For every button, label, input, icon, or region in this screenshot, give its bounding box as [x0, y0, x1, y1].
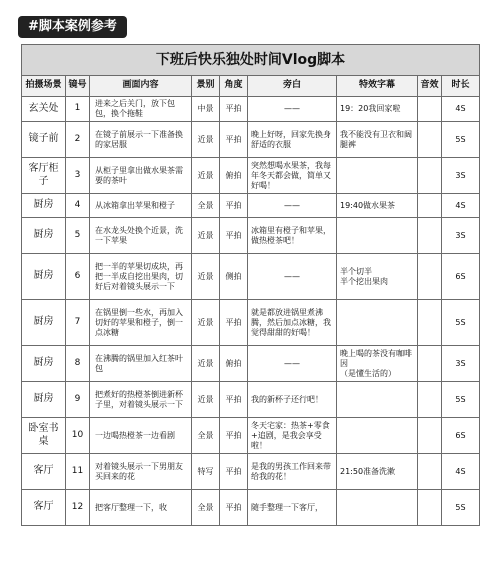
- table-row: [22, 158, 480, 194]
- cell-sound: [418, 382, 442, 418]
- cell-shot-size: 全景: [192, 418, 220, 454]
- table-title: 下班后快乐独处时间Vlog脚本: [21, 44, 480, 75]
- cell-effects: 半个切半 半个挖出果肉: [337, 254, 418, 300]
- header-scene: 拍摄场景: [22, 76, 66, 97]
- cell-effects: [337, 218, 418, 254]
- cell-voiceover: 随手整理一下客厅，: [248, 490, 337, 526]
- vlog-script-table: [21, 44, 480, 526]
- cell-angle: 侧拍: [220, 254, 248, 300]
- cell-number: 9: [66, 382, 90, 418]
- cell-effects: [337, 382, 418, 418]
- header-voiceover: 旁白: [248, 76, 337, 97]
- cell-duration: 3S: [442, 346, 480, 382]
- cell-duration: 6S: [442, 254, 480, 300]
- cell-sound: [418, 490, 442, 526]
- cell-content: 在水龙头处换个近景，洗一下苹果: [90, 218, 192, 254]
- table-row: [22, 218, 480, 254]
- cell-number: 3: [66, 158, 90, 194]
- header-shot-number: 镜号: [66, 76, 90, 97]
- cell-angle: 平拍: [220, 97, 248, 122]
- cell-effects: 晚上喝的茶没有咖啡因 （是懂生活的）: [337, 346, 418, 382]
- cell-sound: [418, 418, 442, 454]
- cell-effects: [337, 300, 418, 346]
- cell-sound: [418, 346, 442, 382]
- cell-scene: 卧室书桌: [22, 418, 66, 454]
- cell-shot-size: 近景: [192, 218, 220, 254]
- cell-content: 在镜子前展示一下准备换的家居服: [90, 122, 192, 158]
- cell-scene: 厨房: [22, 300, 66, 346]
- script-table-wrapper: [21, 44, 479, 526]
- cell-number: 1: [66, 97, 90, 122]
- table-row: [22, 418, 480, 454]
- cell-voiceover: ——: [248, 254, 337, 300]
- cell-sound: [418, 218, 442, 254]
- cell-sound: [418, 454, 442, 490]
- cell-effects: 21:50准备洗漱: [337, 454, 418, 490]
- cell-scene: 厨房: [22, 254, 66, 300]
- cell-angle: 平拍: [220, 122, 248, 158]
- cell-number: 8: [66, 346, 90, 382]
- cell-number: 12: [66, 490, 90, 526]
- cell-shot-size: 全景: [192, 490, 220, 526]
- cell-voiceover: 冰箱里有橙子和苹果，做热橙茶吧！: [248, 218, 337, 254]
- cell-effects: [337, 158, 418, 194]
- cell-content: 把客厅整理一下，收: [90, 490, 192, 526]
- cell-sound: [418, 254, 442, 300]
- cell-content: 进来之后关门，放下包包，换个拖鞋: [90, 97, 192, 122]
- cell-effects: 19：20我回家啦: [337, 97, 418, 122]
- cell-duration: 4S: [442, 194, 480, 218]
- cell-duration: 6S: [442, 418, 480, 454]
- cell-duration: 3S: [442, 218, 480, 254]
- header-effects: 特效字幕: [337, 76, 418, 97]
- cell-angle: 俯拍: [220, 158, 248, 194]
- header-row: [22, 76, 480, 97]
- cell-content: 从冰箱拿出苹果和橙子: [90, 194, 192, 218]
- cell-duration: 4S: [442, 97, 480, 122]
- cell-shot-size: 近景: [192, 122, 220, 158]
- cell-scene: 厨房: [22, 218, 66, 254]
- cell-effects: [337, 418, 418, 454]
- cell-duration: 5S: [442, 122, 480, 158]
- cell-voiceover: 突然想喝水果茶，我每年冬天都会做，简单又好喝！: [248, 158, 337, 194]
- cell-duration: 5S: [442, 490, 480, 526]
- cell-sound: [418, 158, 442, 194]
- table-row: [22, 346, 480, 382]
- cell-voiceover: ——: [248, 97, 337, 122]
- cell-angle: 平拍: [220, 382, 248, 418]
- cell-duration: 4S: [442, 454, 480, 490]
- cell-shot-size: 近景: [192, 158, 220, 194]
- cell-number: 5: [66, 218, 90, 254]
- cell-angle: 平拍: [220, 454, 248, 490]
- cell-angle: 平拍: [220, 418, 248, 454]
- cell-shot-size: 近景: [192, 300, 220, 346]
- cell-voiceover: 就是都放进锅里煮沸腾，然后加点冰糖，我觉得甜甜的好喝！: [248, 300, 337, 346]
- cell-shot-size: 全景: [192, 194, 220, 218]
- cell-voiceover: 我的新杯子还行吧！: [248, 382, 337, 418]
- cell-angle: 平拍: [220, 300, 248, 346]
- cell-duration: 5S: [442, 300, 480, 346]
- cell-voiceover: ——: [248, 346, 337, 382]
- cell-content: 在沸腾的锅里加入红茶叶包: [90, 346, 192, 382]
- cell-sound: [418, 97, 442, 122]
- cell-sound: [418, 194, 442, 218]
- cell-voiceover: 晚上好呀，回家先换身舒适的衣服: [248, 122, 337, 158]
- cell-number: 6: [66, 254, 90, 300]
- cell-shot-size: 近景: [192, 346, 220, 382]
- cell-scene: 厨房: [22, 346, 66, 382]
- cell-shot-size: 中景: [192, 97, 220, 122]
- cell-voiceover: ——: [248, 194, 337, 218]
- cell-angle: 平拍: [220, 218, 248, 254]
- table-row: [22, 490, 480, 526]
- cell-content: 把一半的苹果切成块，再把一半成自挖出果肉，切好后对着镜头展示一下: [90, 254, 192, 300]
- cell-angle: 平拍: [220, 194, 248, 218]
- cell-content: 对着镜头展示一下男朋友买回来的花: [90, 454, 192, 490]
- cell-scene: 镜子前: [22, 122, 66, 158]
- cell-duration: 5S: [442, 382, 480, 418]
- cell-scene: 厨房: [22, 382, 66, 418]
- header-shot-size: 景别: [192, 76, 220, 97]
- cell-number: 11: [66, 454, 90, 490]
- table-row: [22, 254, 480, 300]
- cell-sound: [418, 300, 442, 346]
- header-sound: 音效: [418, 76, 442, 97]
- cell-effects: 我不能没有卫衣和阔腿裤: [337, 122, 418, 158]
- header-duration: 时长: [442, 76, 480, 97]
- header-angle: 角度: [220, 76, 248, 97]
- cell-content: 在锅里倒一些水，再加入切好的苹果和橙子，倒一点冰糖: [90, 300, 192, 346]
- cell-shot-size: 特写: [192, 454, 220, 490]
- cell-duration: 3S: [442, 158, 480, 194]
- cell-effects: 19:40做水果茶: [337, 194, 418, 218]
- section-tag: #脚本案例参考: [18, 16, 127, 38]
- cell-voiceover: 冬天宅家：热茶+零食+追剧，是我会享受啦！: [248, 418, 337, 454]
- table-row: [22, 97, 480, 122]
- table-row: [22, 300, 480, 346]
- cell-number: 10: [66, 418, 90, 454]
- cell-number: 2: [66, 122, 90, 158]
- cell-shot-size: 近景: [192, 254, 220, 300]
- cell-effects: [337, 490, 418, 526]
- cell-scene: 厨房: [22, 194, 66, 218]
- table-row: [22, 454, 480, 490]
- header-content: 画面内容: [90, 76, 192, 97]
- table-row: [22, 194, 480, 218]
- cell-content: 把煮好的热橙茶倒进新杯子里，对着镜头展示一下: [90, 382, 192, 418]
- cell-angle: 俯拍: [220, 346, 248, 382]
- cell-content: 从柜子里拿出做水果茶需要的茶叶: [90, 158, 192, 194]
- cell-shot-size: 近景: [192, 382, 220, 418]
- cell-number: 7: [66, 300, 90, 346]
- cell-number: 4: [66, 194, 90, 218]
- cell-scene: 客厅: [22, 490, 66, 526]
- cell-scene: 客厅柜子: [22, 158, 66, 194]
- table-row: [22, 382, 480, 418]
- cell-angle: 平拍: [220, 490, 248, 526]
- cell-voiceover: 是我的男孩工作回来带给我的花！: [248, 454, 337, 490]
- cell-sound: [418, 122, 442, 158]
- cell-scene: 客厅: [22, 454, 66, 490]
- cell-content: 一边喝热橙茶一边看剧: [90, 418, 192, 454]
- table-row: [22, 122, 480, 158]
- cell-scene: 玄关处: [22, 97, 66, 122]
